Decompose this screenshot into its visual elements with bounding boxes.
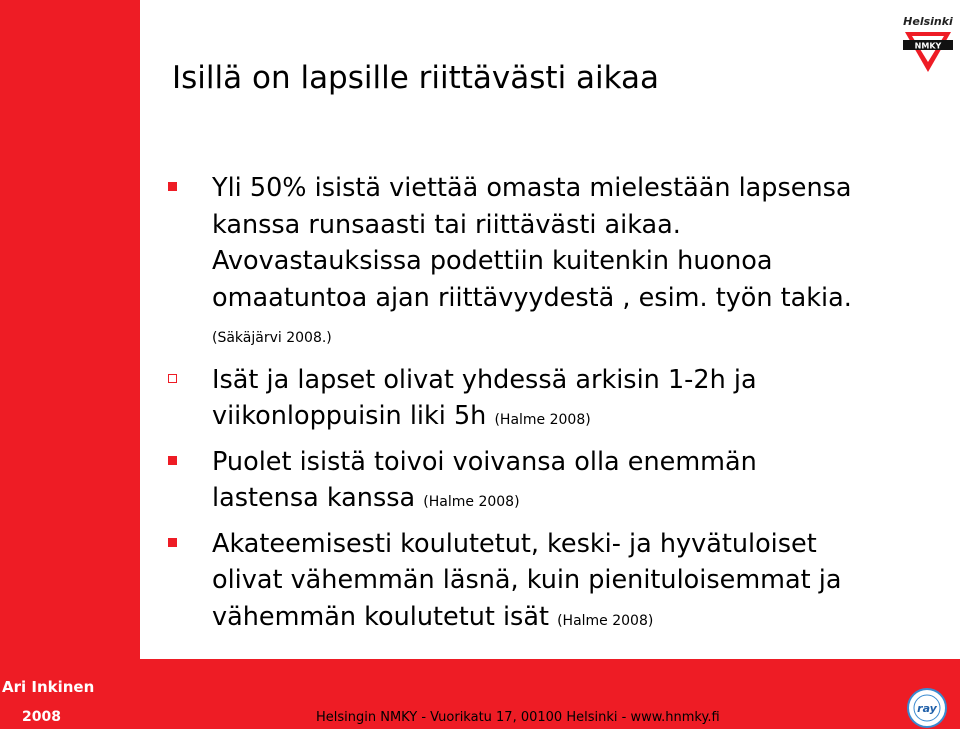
- ray-logo-text: ray: [917, 702, 937, 715]
- footer-year: 2008: [22, 709, 61, 725]
- bullet-list: [168, 170, 868, 644]
- bullet-item: [168, 526, 868, 640]
- bullet-citation: (Säkäjärvi 2008.): [212, 330, 332, 346]
- helsinki-nmky-logo: [899, 12, 957, 76]
- bullet-citation: (Halme 2008): [557, 612, 654, 629]
- logo-nmky-text: NMKY: [914, 41, 942, 51]
- logo-helsinki-text: Helsinki: [903, 15, 953, 28]
- bullet-text: Puolet isistä toivoi voivansa olla enemmän lastensa kanssa: [212, 446, 757, 513]
- bullet-marker-icon: [168, 538, 177, 547]
- left-red-bar: [0, 0, 140, 729]
- bullet-item: [168, 444, 868, 521]
- bullet-marker-icon: [168, 456, 177, 465]
- bullet-text: Isät ja lapset olivat yhdessä arkisin 1-2h ja viikonloppuisin liki 5h: [212, 364, 757, 431]
- ray-logo: [906, 687, 948, 729]
- bullet-item: [168, 362, 868, 439]
- bullet-citation: (Halme 2008): [423, 494, 520, 510]
- bullet-item: [168, 170, 868, 357]
- author-name: Ari Inkinen: [2, 678, 95, 696]
- bullet-text: Yli 50% isistä viettää omasta mielestään lapsensa kanssa runsaasti tai riittävästi aikaa. Avovastauksissa podettiin kuitenkin huonoa omaatuntoa ajan riittävyydestä , esim. työn takia.: [212, 173, 852, 313]
- footer-org-line: Helsingin NMKY - Vuorikatu 17, 00100 Helsinki - www.hnmky.fi: [316, 710, 720, 725]
- slide-title: Isillä on lapsille riittävästi aikaa: [172, 60, 660, 96]
- bullet-marker-icon: [168, 374, 177, 383]
- bullet-citation: (Halme 2008): [494, 412, 591, 428]
- bullet-text: Akateemisesti koulutetut, keski- ja hyvätuloiset olivat vähemmän läsnä, kuin pienituloisemmat ja vähemmän koulutetut isät: [212, 528, 842, 632]
- bullet-marker-icon: [168, 182, 177, 191]
